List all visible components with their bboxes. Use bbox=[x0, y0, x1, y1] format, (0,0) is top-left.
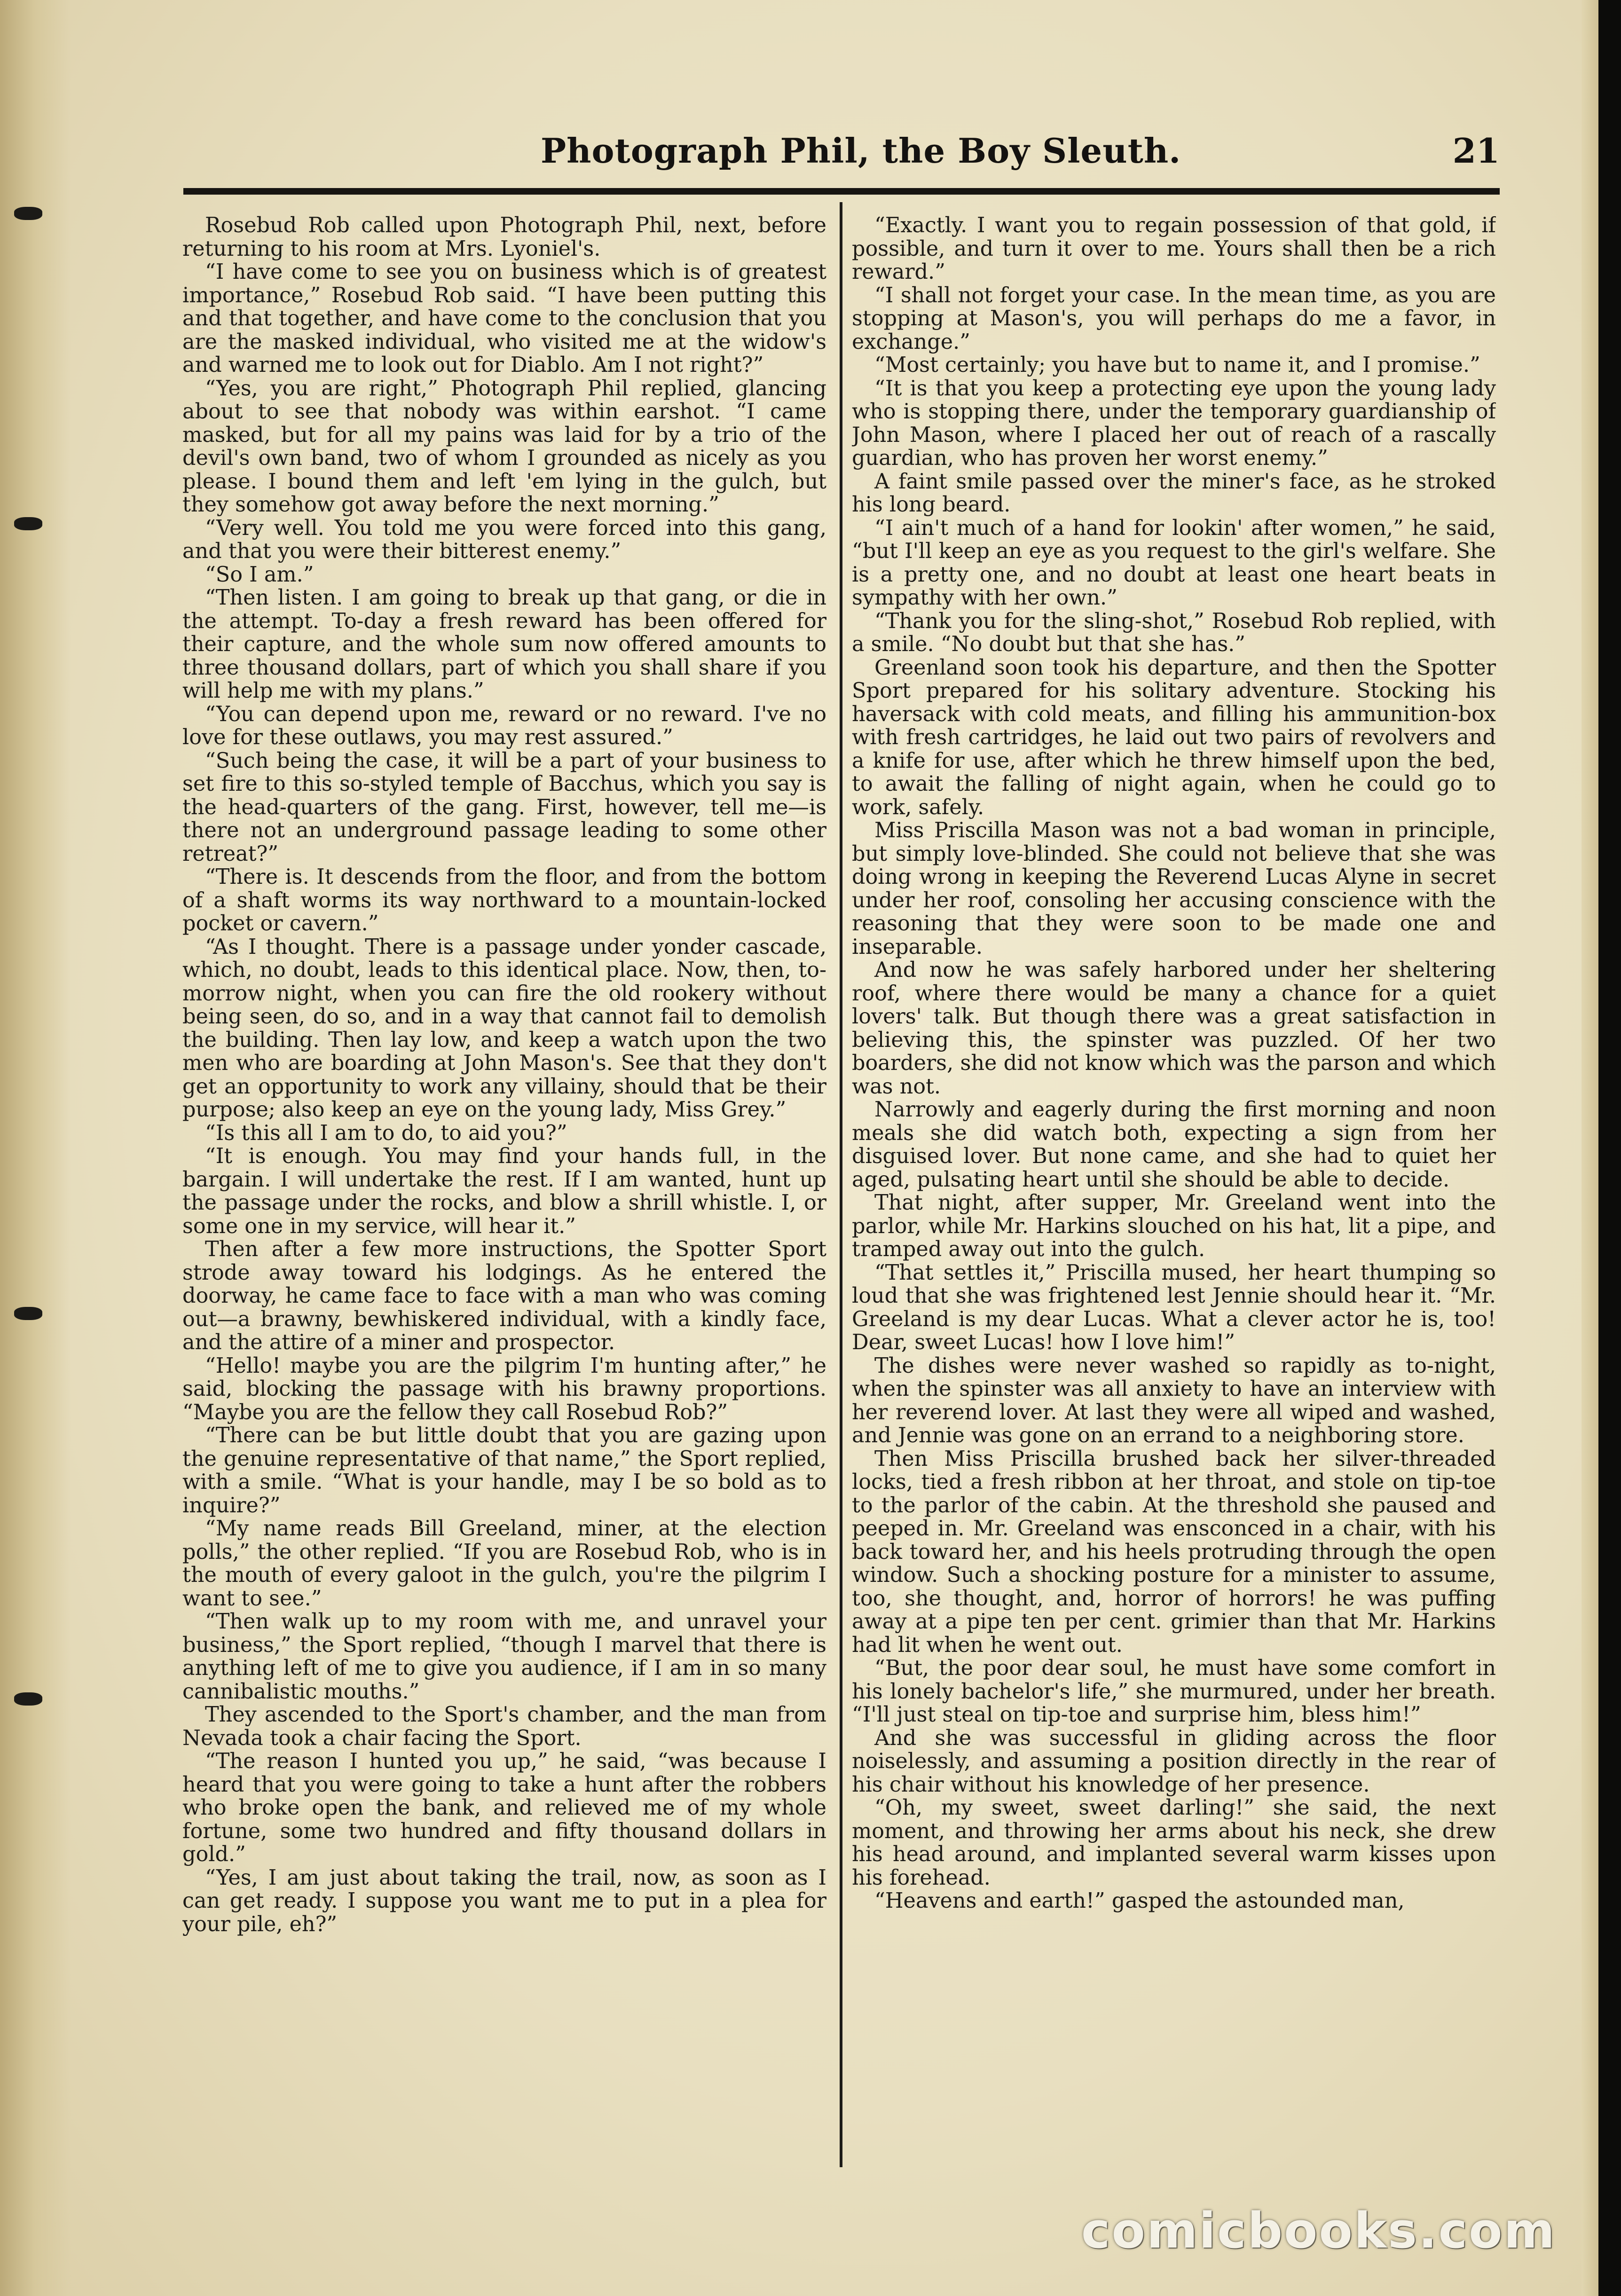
binding-staple bbox=[14, 207, 42, 220]
paragraph: “My name reads Bill Greeland, miner, at the election polls,” the other replied. “If you are Rosebud Rob, who is in the mouth of every galoot in the gulch, you're the pilgrim I want to see.” bbox=[182, 1517, 826, 1611]
paragraph: Rosebud Rob called upon Photograph Phil, next, before returning to his room at Mrs. Lyoniel's. bbox=[182, 214, 826, 261]
paragraph: A faint smile passed over the miner's face, as he stroked his long beard. bbox=[852, 469, 1496, 517]
binding-staple bbox=[14, 1307, 42, 1320]
paragraph: And she was successful in gliding across the floor noiselessly, and assuming a position directly in the rear of his chair without his knowledge of her presence. bbox=[852, 1726, 1496, 1797]
column-divider bbox=[840, 202, 842, 2167]
paragraph: Miss Priscilla Mason was not a bad woman in principle, but simply love-blinded. She could not believe that she was doing wrong in keeping the Reverend Lucas Alyne in secret under her roof, consoling her accusing conscience with the reasoning that they were soon to be made one and inseparable. bbox=[852, 818, 1496, 959]
paragraph: “Exactly. I want you to regain possession of that gold, if possible, and turn it over to me. Yours shall then be a rich reward.” bbox=[852, 214, 1496, 284]
paragraph: “There is. It descends from the floor, and from the bottom of a shaft worms its way northward to a mountain-locked pocket or cavern.” bbox=[182, 865, 826, 936]
paragraph: “Heavens and earth!” gasped the astounded man, bbox=[874, 1889, 1405, 1913]
paragraph: “But, the poor dear soul, he must have some comfort in his lonely bachelor's life,” she murmured, under her breath. “I'll just steal on tip-toe and surprise him, bless him!” bbox=[852, 1656, 1496, 1727]
running-header bbox=[183, 131, 1500, 182]
paragraph: They ascended to the Sport's chamber, and the man from Nevada took a chair facing the Sport. bbox=[182, 1703, 826, 1750]
paragraph: And now he was safely harbored under her sheltering roof, where there would be many a chance for a quiet lovers' talk. But though there was a great satisfaction in believing this, the spinster was puzzled. Of her two boarders, she did not know which was the parson and which was not. bbox=[852, 958, 1496, 1099]
paragraph: “Most certainly; you have but to name it, and I promise.” bbox=[874, 353, 1480, 377]
paragraph: “I have come to see you on business which is of greatest importance,” Rosebud Rob said. “I have been putting this and that together, and have come to the conclusion that you are the masked individual, who visited me at the widow's and warned me to look out for Diablo. Am I not right?” bbox=[182, 260, 826, 377]
paragraph: That night, after supper, Mr. Greeland went into the parlor, while Mr. Harkins slouched on his hat, lit a pipe, and tramped away out into the gulch. bbox=[852, 1191, 1496, 1261]
right-column bbox=[852, 214, 1496, 2188]
paragraph: “So I am.” bbox=[205, 562, 314, 587]
paragraph: Then after a few more instructions, the Spotter Sport strode away toward his lodgings. As he entered the doorway, he came face to face with a man who was coming out—a brawny, bewhiskered individual, with a kindly face, and the attire of a miner and prospector. bbox=[182, 1237, 826, 1354]
paragraph: “There can be but little doubt that you are gazing upon the genuine representative of that name,” the Sport replied, with a smile. “What is your handle, may I be so bold as to inquire?” bbox=[182, 1423, 826, 1518]
paragraph: “It is enough. You may find your hands full, in the bargain. I will undertake the rest. If I am wanted, hunt up the passage under the rocks, and blow a shrill whistle. I, or some one in my service, will hear it.” bbox=[182, 1144, 826, 1238]
watermark: comicbooks.com bbox=[1081, 2202, 1556, 2259]
paragraph: Narrowly and eagerly during the first morning and noon meals she did watch both, expecting a sign from her disguised lover. But none came, and she had to quiet her aged, pulsating heart until she should be able to decide. bbox=[852, 1098, 1496, 1192]
paragraph: “Thank you for the sling-shot,” Rosebud Rob replied, with a smile. “No doubt but that she has.” bbox=[852, 609, 1496, 656]
paragraph: “Then walk up to my room with me, and unravel your business,” the Sport replied, “though I marvel that there is anything left of me to give you audience, if I am in so many cannibalistic mouths.” bbox=[182, 1610, 826, 1704]
paragraph: Then Miss Priscilla brushed back her silver-threaded locks, tied a fresh ribbon at her throat, and stole on tip-toe to the parlor of the cabin. At the threshold she paused and peeped in. Mr. Greeland was ensconced in a chair, with his back toward her, and his heels protruding through the open window. Such a shocking posture for a minister to assume, too, she thought, and, horror of horrors! he was puffing away at a pipe ten per cent. grimier than that Mr. Harkins had lit when he went out. bbox=[852, 1447, 1496, 1657]
header-rule bbox=[183, 188, 1500, 195]
paragraph: “As I thought. There is a passage under yonder cascade, which, no doubt, leads to this identical place. Now, then, to-morrow night, when you can fire the old rookery without being seen, do so, and in a way that cannot fail to demolish the building. Then lay low, and keep a watch upon the two men who are boarding at John Mason's. See that they don't get an opportunity to work any villainy, should that be their purpose; also keep an eye on the young lady, Miss Grey.” bbox=[182, 935, 826, 1122]
paragraph: “I ain't much of a hand for lookin' after women,” he said, “but I'll keep an eye as you request to the girl's welfare. She is a pretty one, and no doubt at least one heart beats in sympathy with her own.” bbox=[852, 516, 1496, 610]
paragraph: “Such being the case, it will be a part of your business to set fire to this so-styled temple of Bacchus, which you say is the head-quarters of the gang. First, however, tell me—is there not an underground passage leading to some other retreat?” bbox=[182, 748, 826, 866]
paragraph: “Hello! maybe you are the pilgrim I'm hunting after,” he said, blocking the passage with his brawny proportions. “Maybe you are the fellow they call Rosebud Rob?” bbox=[182, 1353, 826, 1424]
paragraph: “Then listen. I am going to break up that gang, or die in the attempt. To-day a fresh reward has been offered for their capture, and the whole sum now offered amounts to three thousand dollars, part of which you shall share if you will help me with my plans.” bbox=[182, 586, 826, 703]
binding-staple bbox=[14, 517, 42, 530]
paragraph: “That settles it,” Priscilla mused, her heart thumping so loud that she was frightened lest Jennie should hear it. “Mr. Greeland is my dear Lucas. What a clever actor he is, too! Dear, sweet Lucas! how I love him!” bbox=[852, 1260, 1496, 1354]
paragraph: The dishes were never washed so rapidly as to-night, when the spinster was all anxiety to have an interview with her reverend lover. At last they were all wiped and washed, and Jennie was gone on an errand to a neighboring store. bbox=[852, 1353, 1496, 1447]
page-edge bbox=[1582, 0, 1598, 2296]
paragraph: “Yes, I am just about taking the trail, now, as soon as I can get ready. I suppose you want me to put in a plea for your pile, eh?” bbox=[182, 1865, 826, 1936]
page-number: 21 bbox=[1452, 131, 1500, 171]
paragraph: “It is that you keep a protecting eye upon the young lady who is stopping there, under the temporary guardianship of John Mason, where I placed her out of reach of a rascally guardian, who has proven her worst enemy.” bbox=[852, 376, 1496, 470]
binding-gutter bbox=[0, 0, 71, 2296]
left-column bbox=[182, 214, 826, 2188]
running-title: Photograph Phil, the Boy Sleuth. bbox=[541, 131, 1181, 171]
paragraph: “Very well. You told me you were forced into this gang, and that you were their bitterest enemy.” bbox=[182, 516, 826, 563]
paragraph: “The reason I hunted you up,” he said, “was because I heard that you were going to take a hunt after the robbers who broke open the bank, and relieved me of my whole fortune, some two hundred and fifty thousand dollars in gold.” bbox=[182, 1749, 826, 1866]
paragraph: “You can depend upon me, reward or no reward. I've no love for these outlaws, you may rest assured.” bbox=[182, 702, 826, 749]
binding-staple bbox=[14, 1692, 42, 1706]
paragraph: Greenland soon took his departure, and then the Spotter Sport prepared for his solitary adventure. Stocking his haversack with cold meats, and filling his ammunition-box with fresh cartridges, he laid out two pairs of revolvers and a knife for use, after which he threw himself upon the bed, to await the falling of night again, when he could go to work, safely. bbox=[852, 655, 1496, 819]
paragraph: “Yes, you are right,” Photograph Phil replied, glancing about to see that nobody was within earshot. “I came masked, but for all my pains was laid for by a trio of the devil's own band, two of whom I grounded as nicely as you please. I bound them and left 'em lying in the gulch, but they somehow got away before the next morning.” bbox=[182, 376, 826, 517]
paragraph: “I shall not forget your case. In the mean time, as you are stopping at Mason's, you will perhaps do me a favor, in exchange.” bbox=[852, 283, 1496, 354]
paragraph: “Oh, my sweet, sweet darling!” she said, the next moment, and throwing her arms about his neck, she drew his head around, and implanted several warm kisses upon his forehead. bbox=[852, 1796, 1496, 1890]
paragraph: “Is this all I am to do, to aid you?” bbox=[205, 1121, 567, 1145]
